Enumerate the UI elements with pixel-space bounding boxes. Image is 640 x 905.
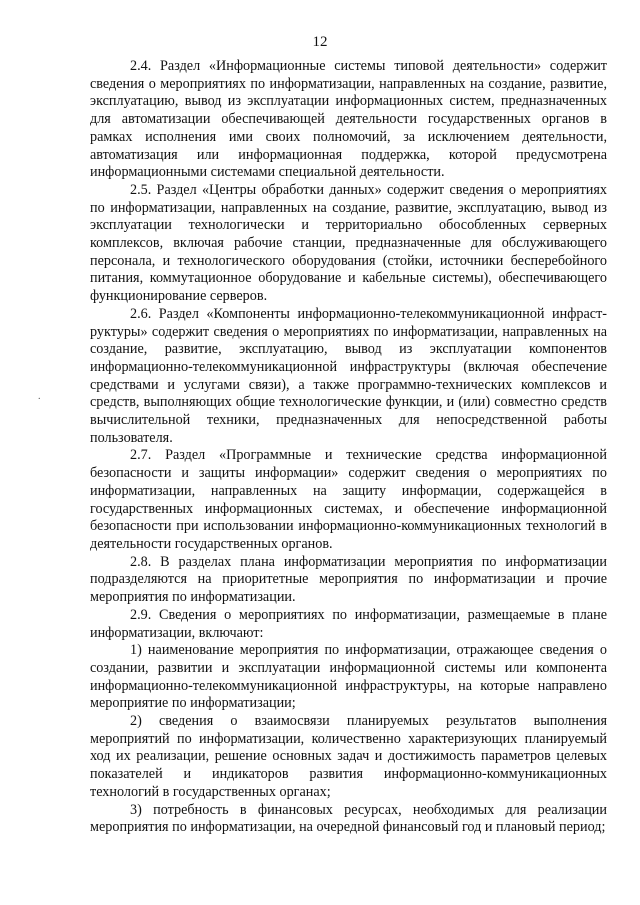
list-item-3: 3) потребность в финансовых ресурсах, необходимых для реализации мероприятия по информатизации, на очередной финансовый год и плановый период; [90,801,607,836]
page-number: 12 [312,34,328,50]
paragraph-2-9: 2.9. Сведения о мероприятиях по информатизации, размещаемые в плане информатизации, включают: [90,606,607,641]
margin-mark: . [38,391,41,402]
document-body [90,58,607,837]
paragraph-2-6: 2.6. Раздел «Компоненты информационно-телекоммуникационной инфраст-руктуры» содержит сведения о мероприятиях по информатизации, направленных на создание, развитие, эксплуатацию, вывод из эксплуатации компонентов информационно-телекоммуникационной инфраструктуры (включая обеспечение средствами и услугами связи), а также программно-технических комплексов и средств, выполняющих общие технологические функции, и (или) совместно средств вычислительной техники, предназначенных для непосредственной работы пользователя. [90,305,607,446]
paragraph-2-5: 2.5. Раздел «Центры обработки данных» содержит сведения о мероприятиях по информатизации, направленных на создание, развитие, эксплуатацию, вывод из эксплуатации технологически и территориально обособленных серверных комплексов, включая рабочие станции, предназначенные для обслуживающего персонала, и технологического оборудования (стойки, источники бесперебойного питания, коммутационное оборудование и кабельные системы), обеспечивающего функционирование серверов. [90,181,607,305]
paragraph-2-8: 2.8. В разделах плана информатизации мероприятия по информатизации подразделяются на приоритетные мероприятия по информатизации и прочие мероприятия по информатизации. [90,553,607,606]
list-item-2: 2) сведения о взаимосвязи планируемых результатов выполнения мероприятий по информатизации, количественно характеризующих планируемый ход их реализации, решение основных задач и достижимость параметров целевых показателей и индикаторов развития информационно-коммуникационных технологий в государственных органах; [90,713,607,800]
paragraph-2-4: 2.4. Раздел «Информационные системы типовой деятельности» содержит сведения о мероприятиях по информатизации, направленных на создание, развитие, эксплуатацию, вывод из эксплуатации информационных систем, предназначенных для автоматизации обеспечивающей деятельности государственных органов в рамках исполнения ими своих полномочий, за исключением деятельности, автоматизация или информационная поддержка, которой предусмотрена информационными системами специальной деятельности. [90,58,607,181]
paragraph-2-7: 2.7. Раздел «Программные и технические средства информационной безопасности и защиты информации» содержит сведения о мероприятиях по информатизации, направленных на защиту информации, содержащейся в государственных информационных системах, и обеспечение информационной безопасности при использовании информационно-коммуникационных технологий в деятельности государственных органов. [90,447,607,552]
list-item-1: 1) наименование мероприятия по информатизации, отражающее сведения о создании, развитии и эксплуатации информационной системы или компонента информационно-телекоммуникационной инфраструктуры, на которые направлено мероприятие по информатизации; [90,642,607,712]
